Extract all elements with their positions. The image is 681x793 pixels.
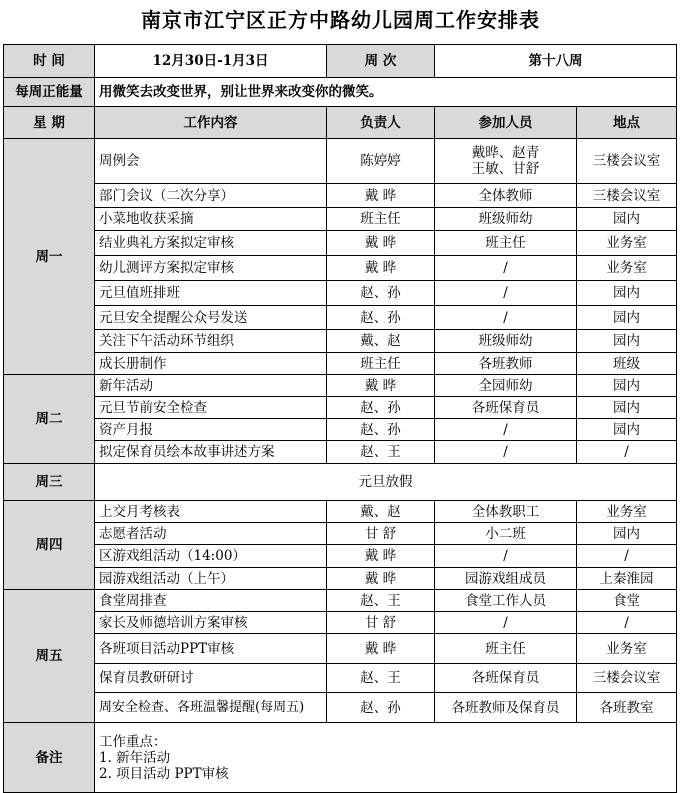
page-title: 南京市江宁区正方中路幼儿园周工作安排表 [141,8,540,32]
week-value: 第十八周 [435,45,677,78]
task-content: 小菜地收获采摘 [95,208,327,231]
table-row [4,464,677,501]
table-row [4,501,677,523]
task-participants: / [435,419,577,441]
task-content: 部门会议（二次分享） [95,184,327,208]
table-row [4,139,677,184]
task-participants: 园游戏组成员 [435,568,577,590]
task-location: 各班教室 [577,693,677,723]
task-content: 新年活动 [95,375,327,397]
task-owner: 赵、王 [327,441,435,464]
column-header-row [4,107,677,139]
day-label-fri: 周五 [4,590,95,723]
task-participants: / [435,545,577,568]
day-label-thu: 周四 [4,501,95,590]
task-content: 周例会 [95,139,327,184]
task-participants: 食堂工作人员 [435,590,577,612]
task-owner: 赵、孙 [327,397,435,419]
notes-content [95,723,677,793]
table-row [4,419,677,441]
task-location: 园内 [577,419,677,441]
table-row [4,664,677,693]
task-participants: / [435,281,577,306]
task-content: 各班项目活动PPT审核 [95,634,327,664]
task-owner: 戴 晔 [327,375,435,397]
task-owner: 戴 晔 [327,545,435,568]
column-header-owner: 负责人 [327,107,435,139]
participants-line: 戴晔、赵青 [471,145,540,161]
task-location: 三楼会议室 [577,184,677,208]
task-participants: 班级师幼 [435,330,577,353]
table-row [4,693,677,723]
task-owner: 赵、孙 [327,306,435,330]
table-row [4,306,677,330]
table-row [4,330,677,353]
task-content: 区游戏组活动（14:00） [95,545,327,568]
holiday-note: 元旦放假 [95,464,677,501]
notes-label: 备注 [4,723,95,793]
column-header-content: 工作内容 [95,107,327,139]
task-participants [435,139,577,184]
task-participants: 班主任 [435,634,577,664]
task-location: 上秦淮园 [577,568,677,590]
task-location: / [577,612,677,634]
task-owner: 甘 舒 [327,612,435,634]
time-value: 12月30日-1月3日 [95,45,327,78]
task-content: 园游戏组活动（上午） [95,568,327,590]
notes-item: 1. 新年活动 [99,749,171,766]
table-row [4,231,677,256]
task-owner: 赵、孙 [327,693,435,723]
task-location: 园内 [577,523,677,545]
task-participants: 全体教职工 [435,501,577,523]
task-location: 业务室 [577,634,677,664]
day-label-tue: 周二 [4,375,95,464]
task-location: 食堂 [577,590,677,612]
task-participants: 班主任 [435,231,577,256]
time-label: 时 间 [4,45,95,78]
task-content: 志愿者活动 [95,523,327,545]
task-owner: 戴 晔 [327,568,435,590]
task-owner: 戴 晔 [327,184,435,208]
task-content: 结业典礼方案拟定审核 [95,231,327,256]
task-content: 家长及师德培训方案审核 [95,612,327,634]
task-location: 园内 [577,397,677,419]
task-owner: 戴 晔 [327,634,435,664]
column-header-participants: 参加人员 [435,107,577,139]
table-row [4,184,677,208]
task-location: 园内 [577,330,677,353]
table-row [4,375,677,397]
task-participants: 各班保育员 [435,397,577,419]
task-owner: 班主任 [327,353,435,375]
task-content: 关注下午活动环节组织 [95,330,327,353]
day-label-wed: 周三 [4,464,95,501]
task-participants: 全园师幼 [435,375,577,397]
task-participants: 各班教师及保育员 [435,693,577,723]
task-participants: 全体教师 [435,184,577,208]
notes-item: 2. 项目活动 PPT审核 [99,765,229,782]
task-owner: 甘 舒 [327,523,435,545]
task-location: 业务室 [577,231,677,256]
motto-label: 每周正能量 [4,78,95,107]
table-row [4,523,677,545]
task-owner: 陈婷婷 [327,139,435,184]
header-time-row [4,45,677,78]
task-owner: 赵、王 [327,590,435,612]
task-owner: 戴、赵 [327,330,435,353]
task-content: 保育员教研研讨 [95,664,327,693]
task-location: / [577,545,677,568]
task-owner: 赵、王 [327,664,435,693]
task-location: 三楼会议室 [577,139,677,184]
task-content: 周安全检查、各班温馨提醒(每周五) [95,693,327,723]
task-location: 园内 [577,208,677,231]
task-location: 园内 [577,281,677,306]
task-owner: 戴、赵 [327,501,435,523]
task-location: 园内 [577,306,677,330]
task-participants: 班级师幼 [435,208,577,231]
task-participants: 各班保育员 [435,664,577,693]
notes-row [4,723,677,793]
table-row [4,634,677,664]
task-content: 食堂周排查 [95,590,327,612]
task-participants: / [435,256,577,281]
table-row [4,281,677,306]
table-row [4,441,677,464]
table-row [4,568,677,590]
task-location: 业务室 [577,256,677,281]
task-participants: 各班教师 [435,353,577,375]
motto-value: 用微笑去改变世界，别让世界来改变你的微笑。 [95,78,677,107]
table-row [4,590,677,612]
task-participants: / [435,306,577,330]
table-row [4,256,677,281]
task-owner: 戴 晔 [327,231,435,256]
task-location: 园内 [577,375,677,397]
task-owner: 戴 晔 [327,256,435,281]
task-content: 元旦安全提醒公众号发送 [95,306,327,330]
week-label: 周 次 [327,45,435,78]
table-row [4,208,677,231]
task-owner: 赵、孙 [327,281,435,306]
table-row [4,612,677,634]
task-location: 班级 [577,353,677,375]
motto-row [4,78,677,107]
weekly-schedule-table [3,44,677,793]
task-owner: 赵、孙 [327,419,435,441]
task-content: 元旦值班排班 [95,281,327,306]
task-content: 幼儿测评方案拟定审核 [95,256,327,281]
column-header-day: 星 期 [4,107,95,139]
participants-line: 王敏、甘舒 [471,161,540,177]
table-row [4,397,677,419]
task-participants: / [435,441,577,464]
day-label-mon: 周一 [4,139,95,375]
task-content: 拟定保育员绘本故事讲述方案 [95,441,327,464]
task-participants: / [435,612,577,634]
table-row [4,545,677,568]
task-owner: 班主任 [327,208,435,231]
task-participants: 小二班 [435,523,577,545]
task-location: / [577,441,677,464]
task-location: 三楼会议室 [577,664,677,693]
table-row [4,353,677,375]
task-content: 成长册制作 [95,353,327,375]
task-content: 资产月报 [95,419,327,441]
task-content: 上交月考核表 [95,501,327,523]
column-header-location: 地点 [577,107,677,139]
task-location: 业务室 [577,501,677,523]
notes-heading: 工作重点： [99,733,167,750]
task-content: 元旦节前安全检查 [95,397,327,419]
